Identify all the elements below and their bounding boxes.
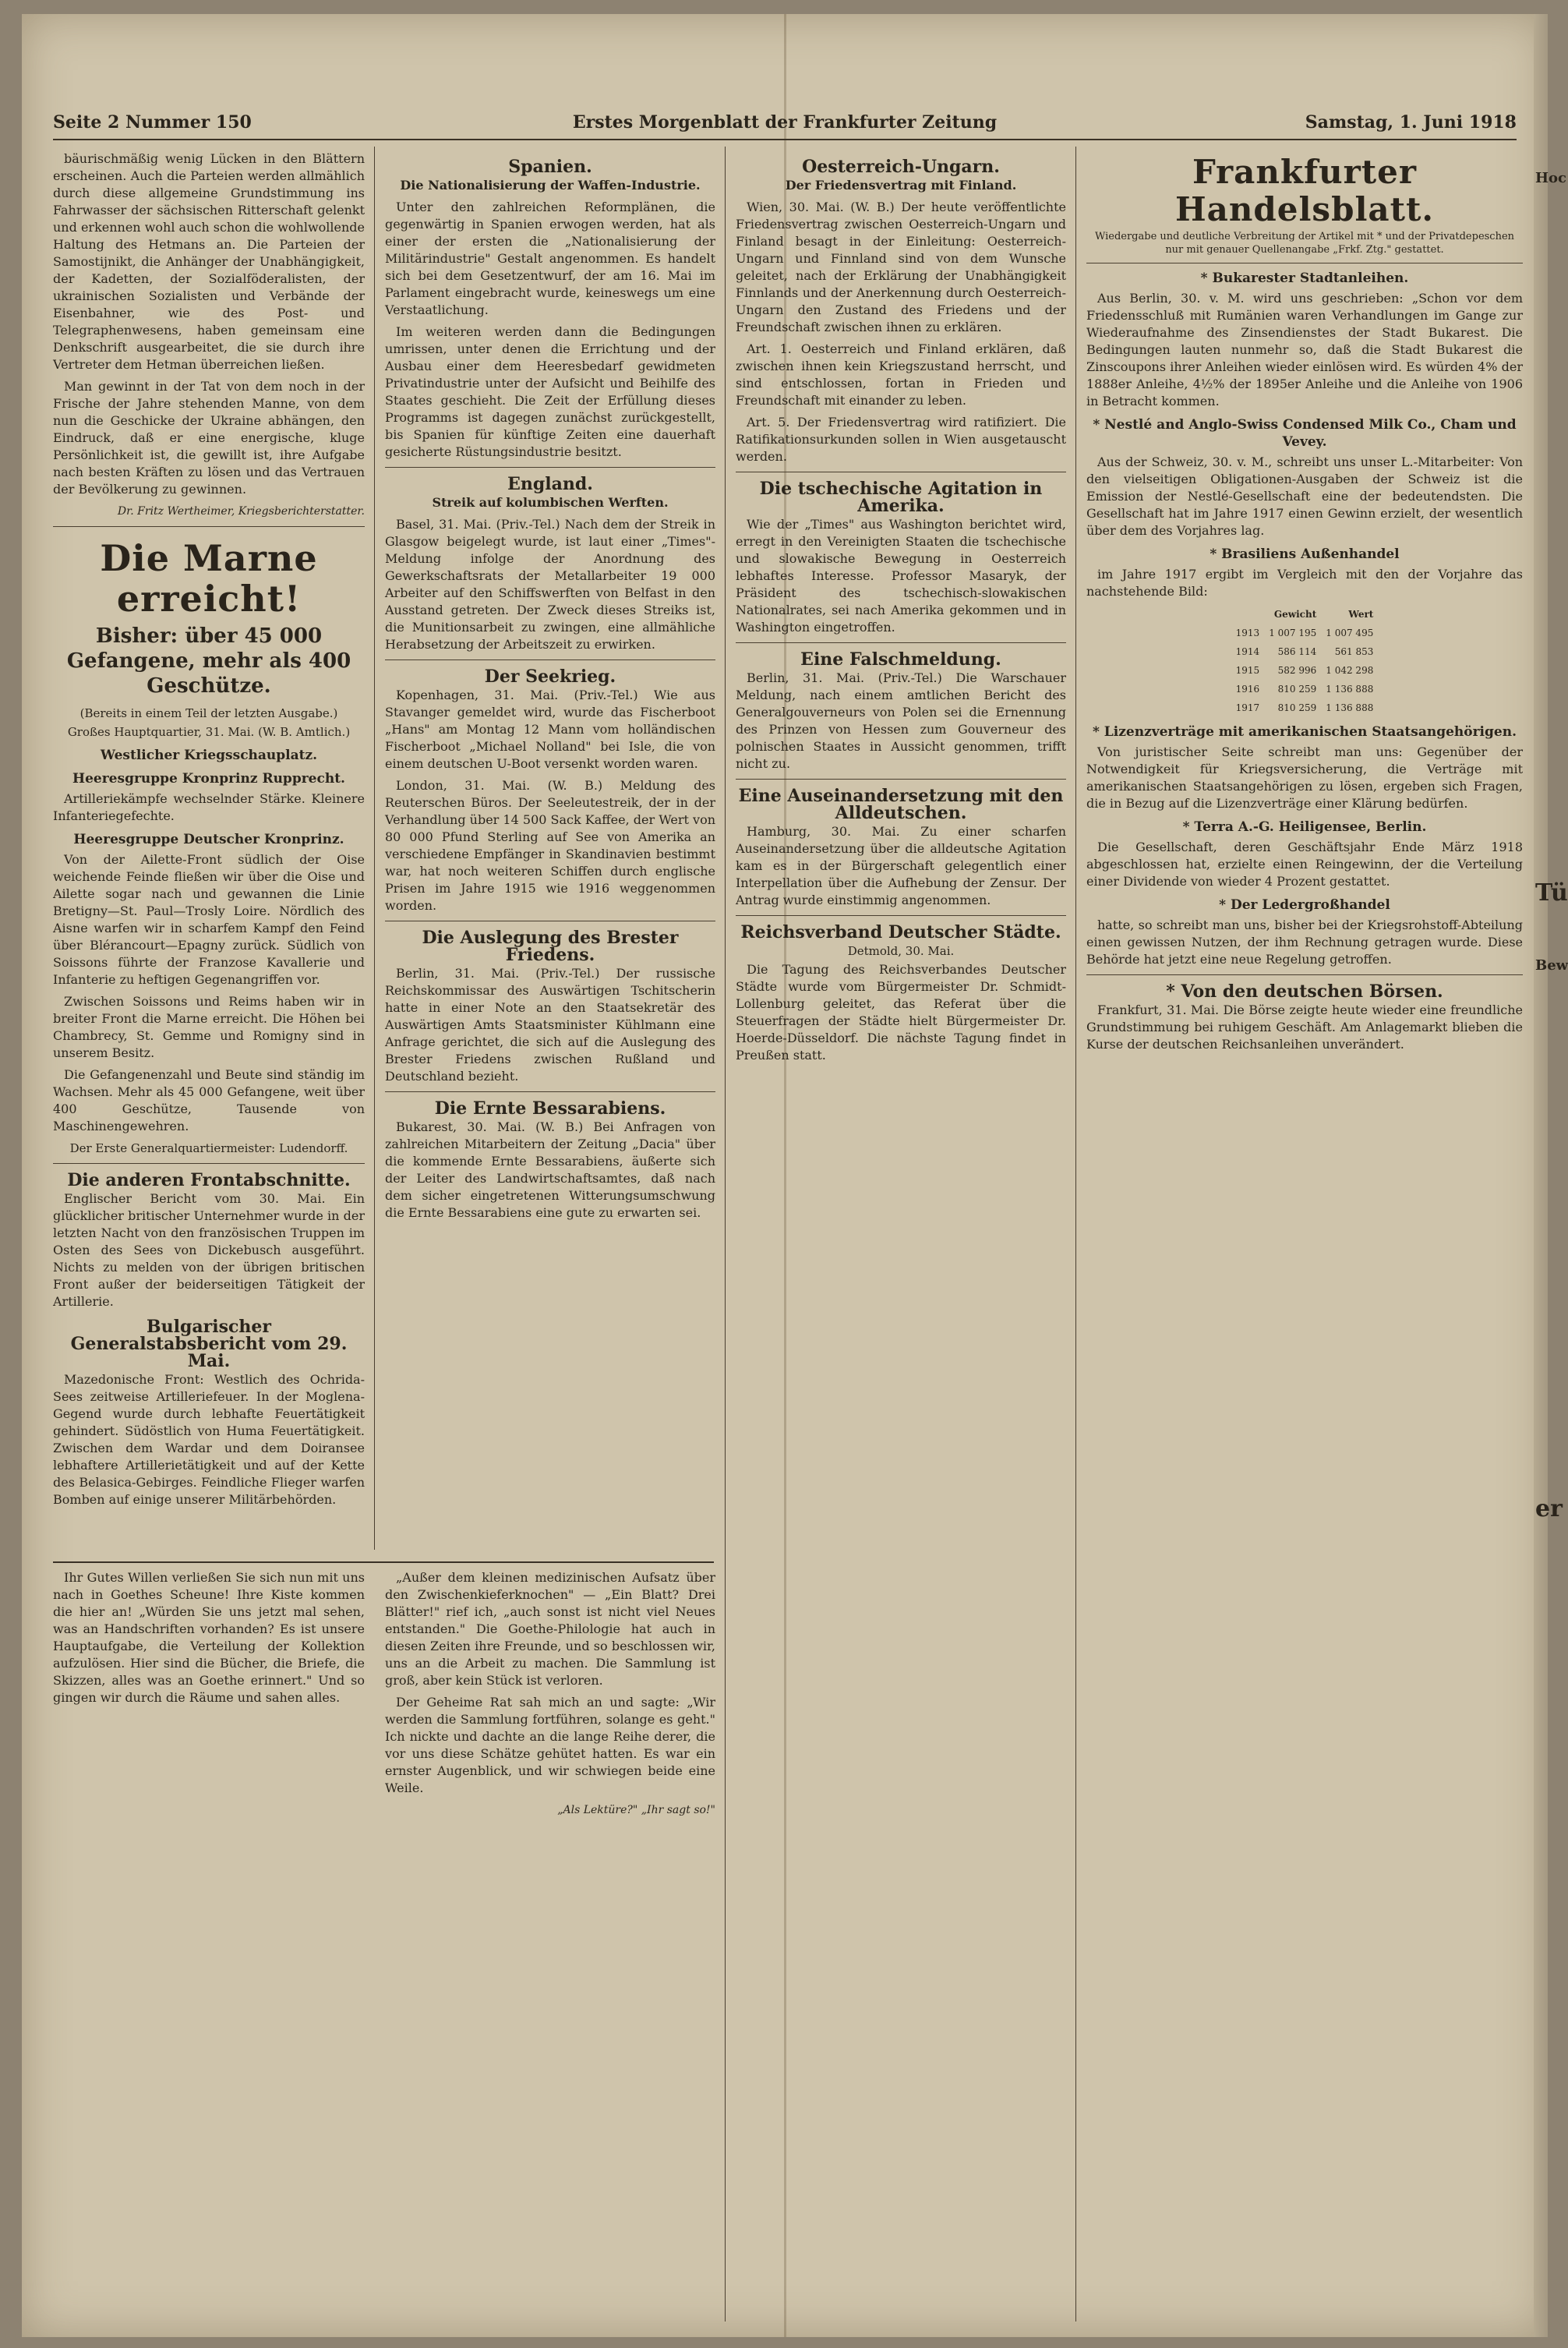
article-paragraph: Von juristischer Seite schreibt man uns: Gegenüber der Notwendigkeit für Kriegsversicherung, die Verträge mit amerikanischen Staatsangehörigen zu lösen, ergeben sich Fragen, die in Bezug auf die Lizenzverträge einer Klärung bedürfen. bbox=[1086, 744, 1523, 811]
article-paragraph: Basel, 31. Mai. (Priv.-Tel.) Nach dem der Streik in Glasgow beigelegt wurde, ist laut einer „Times"-Meldung infolge der Anordnung des Gewerkschaftsrats der Metallarbeiter 19 000 Arbeiter auf den Schiffswerften von Belfast in den Ausstand getreten. Der Zweck dieses Streiks ist, die Munitionsarbeit zu zwingen, eine allmähliche Herabsetzung der Arbeitszeit zu erwirken. bbox=[385, 517, 715, 652]
article-paragraph: Art. 5. Der Friedensvertrag wird ratifiziert. Die Ratifikationsurkunden sollen in Wien ausgetauscht werden. bbox=[736, 415, 1066, 464]
article-paragraph: Artilleriekämpfe wechselnder Stärke. Kleinere Infanteriegefechte. bbox=[53, 791, 365, 823]
divider bbox=[1086, 974, 1523, 975]
report-dateline: Großes Hauptquartier, 31. Mai. (W. B. Amtlich.) bbox=[67, 725, 351, 739]
article-paragraph: Die Gesellschaft, deren Geschäftsjahr Ende März 1918 abgeschlossen hat, erzielte einen Reingewinn, der die Verteilung einer Dividende von wieder 4 Prozent gestattet. bbox=[1086, 840, 1523, 889]
article-paragraph: Bukarest, 30. Mai. (W. B.) Bei Anfragen von zahlreichen Mitarbeitern der Zeitung „Dacia" über die kommende Ernte Bessarabiens, äußerte sich der Leiter des Landwirtschaftsamtes, daß nach dem sicher eingetretenen Witterungsumschwung die Ernte Bessarabiens eine gute zu erwarten sei. bbox=[385, 1119, 715, 1220]
article-paragraph: Kopenhagen, 31. Mai. (Priv.-Tel.) Wie aus Stavanger gemeldet wird, wurde das Fischerboot „Hans" am Montag 12 Mann vom holländischen Fischerboot „Michael Nolland" bei Isle, die von einem deutschen U-Boot versenkt worden waren. bbox=[385, 688, 715, 771]
section-heading: Die anderen Frontabschnitte. bbox=[67, 1170, 351, 1190]
table-cell: 810 259 bbox=[1277, 702, 1317, 713]
newspaper-name: Erstes Morgenblatt der Frankfurter Zeitung bbox=[572, 112, 998, 133]
article-paragraph: Wie der „Times" aus Washington berichtet wird, erregt in den Vereinigten Staaten die tschechische und slowakische Bewegung in Oesterreich lebhaftes Interesse. Professor Masaryk, der Präsident des tschechisch-slowakischen Nationalrates, sei nach Amerika gekommen und in Washington eingetroffen. bbox=[736, 517, 1066, 635]
table-header-row bbox=[1231, 605, 1379, 624]
column-4-handelsblatt bbox=[1086, 150, 1523, 2325]
report-signoff: Der Erste Generalquartiermeister: Ludendorff. bbox=[69, 1141, 348, 1155]
adjacent-page-fragment: Bew bbox=[1535, 957, 1568, 974]
article-paragraph: Berlin, 31. Mai. (Priv.-Tel.) Der russische Reichskommissar des Auswärtigen Tschitscherin hatte in einer Note an den Staatsekretär des Auswärtigen Amts Staatsminister Kühlmann eine Anfrage gerichtet, die sich auf die Auslegung des Brester Friedens zwischen Rußland und Deutschland bezieht. bbox=[385, 966, 715, 1084]
article-paragraph: Berlin, 31. Mai. (Priv.-Tel.) Die Warschauer Meldung, nach einem amtlichen Bericht des Generalgouverneurs von Polen sei die Ernennung des Prinzen von Hessen zum Gouverneur des polnischen Staates in Aussicht genommen, trifft nicht zu. bbox=[736, 670, 1066, 771]
column-3 bbox=[736, 150, 1066, 2325]
army-group-heading: Heeresgruppe Kronprinz Rupprecht. bbox=[72, 771, 345, 787]
article-paragraph: Von der Ailette-Front südlich der Oise weichende Feinde fließen wir über die Oise und Ailette sogar nach und gewannen die Linie Bretigny—St. Paul—Trosly Loire. Nördlich des Aisne warfen wir in scharfem Kampf den Feind über Blérancourt—Epagny zurück. Südlich von Soissons führte der Franzose Kavallerie und Infanterie zu heftigen Gegenangriffen vor. bbox=[53, 852, 365, 987]
table-cell: 1916 bbox=[1235, 684, 1260, 695]
issue-date: Samstag, 1. Juni 1918 bbox=[1305, 112, 1517, 133]
article-paragraph: Man gewinnt in der Tat von dem noch in der Frische der Jahre stehenden Manne, von dem nun die Geschicke der Ukraine abhängen, den Eindruck, daß er eine energische, kluge Persönlichkeit ist, die gewillt ist, ihre Aufgabe nach besten Kräften zu lösen und das Vertrauen der Bevölkerung zu gewinnen. bbox=[53, 379, 365, 497]
column-rule bbox=[374, 147, 375, 1550]
article-title: * Nestlé and Anglo-Swiss Condensed Milk Co., Cham und Vevey. bbox=[1093, 417, 1517, 450]
article-title: * Terra A.-G. Heiligensee, Berlin. bbox=[1182, 819, 1427, 835]
article-title: * Brasiliens Außenhandel bbox=[1210, 546, 1400, 562]
article-paragraph: London, 31. Mai. (W. B.) Meldung des Reuterschen Büros. Der Seeleutestreik, der in der Verhandlung über 14 500 Sack Kaffee, der Wert von 80 000 Pfund Sterling auf See von Amerika an verschiedene Empfänger in Skandinavien bestimmt war, hat noch weiteren Schiffen durch englische Prisen im Jahre 1915 wie 1916 weggenommen worden. bbox=[385, 778, 715, 913]
table-cell: 1917 bbox=[1235, 702, 1260, 713]
section-heading: England. bbox=[507, 474, 593, 494]
table-cell: 561 853 bbox=[1334, 646, 1374, 657]
table-header: Wert bbox=[1348, 609, 1374, 620]
table-row bbox=[1231, 680, 1379, 698]
article-title: * Lizenzverträge mit amerikanischen Staatsangehörigen. bbox=[1093, 724, 1517, 740]
article-paragraph: Frankfurt, 31. Mai. Die Börse zeigte heute wieder eine freundliche Grundstimmung bei ruhigem Geschäft. Am Anlagemarkt blieben die Kurse der deutschen Reichsanleihen unverändert. bbox=[1086, 1002, 1523, 1052]
article-paragraph: Hamburg, 30. Mai. Zu einer scharfen Auseinandersetzung über die alldeutsche Agitation kam es in der Bürgerschaft gelegentlich einer Interpellation über die Aufhebung der Zensur. Der Antrag wurde einstimmig angenommen. bbox=[736, 824, 1066, 907]
section-heading: Reichsverband Deutscher Städte. bbox=[740, 922, 1061, 942]
column-rule bbox=[725, 147, 726, 2321]
divider bbox=[385, 467, 715, 468]
table-row bbox=[1231, 698, 1379, 717]
article-title: * Der Ledergroßhandel bbox=[1219, 897, 1390, 913]
feuilleton-column-1 bbox=[53, 1569, 365, 2318]
table-cell: 1914 bbox=[1235, 646, 1260, 657]
article-paragraph: Art. 1. Oesterreich und Finland erklären, daß zwischen ihnen kein Kriegszustand herrscht, und sind entschlossen, fortan in Frieden und Freundschaft mit einander zu leben. bbox=[736, 341, 1066, 408]
trade-table bbox=[1231, 605, 1379, 717]
table-header: Gewicht bbox=[1273, 609, 1317, 620]
table-cell: 1915 bbox=[1235, 665, 1260, 676]
feuilleton-paragraph: Der Geheime Rat sah mich an und sagte: „Wir werden die Sammlung fortführen, solange es geht." Ich nickte und dachte an die lange Reihe derer, die vor uns diese Schätze gehütet hatten. Es war ein ernster Augenblick, und wir schwiegen beide eine Weile. bbox=[385, 1695, 715, 1795]
report-dateline: Detmold, 30. Mai. bbox=[847, 944, 955, 958]
section-heading: Eine Auseinandersetzung mit den Alldeutschen. bbox=[738, 786, 1064, 823]
table-cell: 1913 bbox=[1235, 628, 1260, 638]
section-heading: * Von den deutschen Börsen. bbox=[1166, 981, 1443, 1002]
adjacent-page-fragment: Hoc bbox=[1535, 170, 1566, 186]
feuilleton-signoff: „Als Lektüre?" „Ihr sagt so!" bbox=[557, 1804, 715, 1816]
article-paragraph: Die Gefangenenzahl und Beute sind ständig im Wachsen. Mehr als 45 000 Gefangene, weit über 400 Geschütze, Tausende von Maschinengewehren. bbox=[53, 1067, 365, 1133]
theater-heading: Westlicher Kriegsschauplatz. bbox=[100, 748, 318, 763]
article-paragraph: bäurischmäßig wenig Lücken in den Blättern erscheinen. Auch die Parteien werden allmählich durch diese allgemeine Grundstimmung ins Fahrwasser der sächsischen Ritterschaft gelenkt und erkennen wohl auch schon die wohlwollende Haltung des Hetmans an. Die Parteien der Samostijnikt, die Anhänger der Unabhängigkeit, der Kadetten, der Sozialföderalisten, der ukrainischen Sozialisten und Verbände der Eisenbahner, wie des Post- und Telegraphenwesens, haben gemeinsam eine Denkschrift ausgearbeitet, die sie durch ihre Vertreter dem Hetman überreichen ließen. bbox=[53, 151, 365, 372]
article-paragraph: Mazedonische Front: Westlich des Ochrida-Sees zeitweise Artilleriefeuer. In der Moglena-Gegend wurde durch lebhafte Feuertätigkeit gehindert. Südöstlich von Huma Feuertätigkeit. Zwischen dem Wardar und dem Doiransee lebhaftere Artillerietätigkeit und auf der Kette des Belasica-Gebirges. Feindliche Flieger warfen Bomben auf einige unserer Militärbehörden. bbox=[53, 1372, 365, 1507]
newspaper-page bbox=[22, 14, 1568, 2337]
main-headline: Die Marne erreicht! bbox=[100, 537, 318, 620]
table-cell: 1 007 495 bbox=[1326, 628, 1374, 638]
article-paragraph: Zwischen Soissons und Reims haben wir in breiter Front die Marne erreicht. Die Höhen bei Chambrecy, St. Gemme und Romigny sind in unserem Besitz. bbox=[53, 994, 365, 1060]
feuilleton-rule bbox=[53, 1561, 714, 1563]
divider bbox=[736, 915, 1066, 916]
section-heading: Die Auslegung des Brester Friedens. bbox=[422, 928, 679, 965]
page-number: Seite 2 Nummer 150 bbox=[53, 112, 252, 133]
adjacent-page-fragment: er bbox=[1535, 1495, 1563, 1522]
section-subheading: Streik auf kolumbischen Werften. bbox=[432, 495, 669, 510]
headline-note: (Bereits in einem Teil der letzten Ausgabe.) bbox=[79, 706, 338, 720]
main-subheadline: Bisher: über 45 000 Gefangene, mehr als 400 Geschütze. bbox=[66, 624, 351, 698]
article-paragraph: Wien, 30. Mai. (W. B.) Der heute veröffentlichte Friedensvertrag zwischen Oesterreich-Ungarn und Finland besagt in der Einleitung: Oesterreich-Ungarn und Finnland sind von dem Wunsche geleitet, nach der Erklärung der Unabhängigkeit Finnlands und der Anerkennung durch Oesterreich-Ungarn den Zustand des Friedens und der Freundschaft zwischen ihnen zu erklären. bbox=[736, 200, 1066, 334]
feuilleton-column-2 bbox=[385, 1569, 715, 2318]
column-rule bbox=[1075, 147, 1076, 2321]
section-subheading: Die Nationalisierung der Waffen-Industrie. bbox=[400, 178, 701, 193]
section-heading: Oesterreich-Ungarn. bbox=[802, 157, 1000, 177]
section-heading: Die Ernte Bessarabiens. bbox=[434, 1098, 666, 1119]
table-row bbox=[1231, 624, 1379, 642]
section-heading: Die tschechische Agitation in Amerika. bbox=[759, 479, 1043, 516]
article-paragraph: Die Tagung des Reichsverbandes Deutscher Städte wurde vom Bürgermeister Dr. Schmidt-Lollenburg geleitet, das Referat über die Steuerfragen der Städte hielt Bürgermeister Dr. Hoerde-Düsseldorf. Die nächste Tagung findet in Preußen statt. bbox=[736, 962, 1066, 1063]
table-cell: 1 136 888 bbox=[1326, 684, 1374, 695]
section-subheading: Der Friedensvertrag mit Finland. bbox=[785, 178, 1017, 193]
adjacent-page-edge bbox=[1534, 14, 1548, 2337]
article-paragraph: hatte, so schreibt man uns, bisher bei der Kriegsrohstoff-Abteilung einen gewissen Nutzen, der ihm Rechnung getragen wurde. Diese Behörde hat jetzt eine neue Regelung getroffen. bbox=[1086, 918, 1523, 967]
divider bbox=[385, 1091, 715, 1092]
article-signature: Dr. Fritz Wertheimer, Kriegsberichterstatter. bbox=[117, 505, 365, 518]
adjacent-page-fragment: Tü bbox=[1535, 879, 1568, 907]
column-1 bbox=[53, 150, 365, 1550]
article-paragraph: Aus Berlin, 30. v. M. wird uns geschrieben: „Schon vor dem Friedensschluß mit Rumänien waren Verhandlungen im Gange zur Wiederaufnahme des Zinsendienstes der Stadt Bukarest. Die Bedingungen lauten nunmehr so, daß die Stadt Bukarest die Zinscoupons ihrer Anleihen wieder einlösen wird. Es würden 4% der 1888er Anleihe, 4½% der 1895er Anleihe und die Anleihe von 1906 in Betracht kommen. bbox=[1086, 291, 1523, 408]
article-paragraph: im Jahre 1917 ergibt im Vergleich mit den der Vorjahre das nachstehende Bild: bbox=[1086, 567, 1523, 599]
table-cell: 810 259 bbox=[1277, 684, 1317, 695]
table-header bbox=[1231, 605, 1265, 624]
divider bbox=[53, 1163, 365, 1164]
table-cell: 582 996 bbox=[1277, 665, 1317, 676]
divider bbox=[736, 642, 1066, 643]
table-cell: 1 007 195 bbox=[1269, 628, 1317, 638]
section-heading: Bulgarischer Generalstabsbericht vom 29. Mai. bbox=[70, 1317, 348, 1371]
section-heading: Spanien. bbox=[508, 157, 592, 177]
section-heading: Der Seekrieg. bbox=[484, 667, 616, 687]
feuilleton-paragraph: Ihr Gutes Willen verließen Sie sich nun mit uns nach in Goethes Scheune! Ihre Kiste kommen die hier an! „Würden Sie uns jetzt mal sehen, was an Handschriften vorhanden? Es ist unsere Hauptaufgabe, die Verteilung der Kollektion aufzulösen. Hier sind die Bücher, die Briefe, die Skizzen, alles was an Goethe erinnert." Und so gingen wir durch die Räume und sahen alles. bbox=[53, 1570, 365, 1705]
article-paragraph: Unter den zahlreichen Reformplänen, die gegenwärtig in Spanien erwogen werden, hat als einer der ersten die „Nationalisierung der Militärindustrie" Gestalt angenommen. Es handelt sich bei dem Gesetzentwurf, der am 16. Mai im Parlament eingebracht wurde, keineswegs um eine Verstaatlichung. bbox=[385, 200, 715, 317]
column-2 bbox=[385, 150, 715, 1550]
table-row bbox=[1231, 642, 1379, 661]
table-cell: 1 136 888 bbox=[1326, 702, 1374, 713]
divider bbox=[53, 526, 365, 527]
article-title: * Bukarester Stadtanleihen. bbox=[1200, 271, 1409, 286]
divider bbox=[736, 779, 1066, 780]
army-group-heading: Heeresgruppe Deutscher Kronprinz. bbox=[73, 832, 344, 847]
masthead-note: Wiedergabe und deutliche Verbreitung der Artikel mit * und der Privatdepeschen nur mit genauer Quellenangabe „Frkf. Ztg." gestattet. bbox=[1094, 231, 1515, 256]
article-paragraph: Im weiteren werden dann die Bedingungen umrissen, unter denen die Errichtung und der Ausbau einer dem Heeresbedarf gewidmeten Privatindustrie unter der Aufsicht und Beihilfe des Staates geschieht. Die Zeit der Erfüllung dieses Programms ist dagegen zunächst zurückgestellt, bis Spanien für künftige Zeiten eine dauerhaft gesicherte Rüstungsindustrie besitzt. bbox=[385, 324, 715, 459]
divider bbox=[385, 659, 715, 660]
page-header bbox=[53, 108, 1517, 140]
section-heading: Eine Falschmeldung. bbox=[800, 649, 1001, 670]
table-row bbox=[1231, 661, 1379, 680]
article-paragraph: Aus der Schweiz, 30. v. M., schreibt uns unser L.-Mitarbeiter: Von den vielseitigen Obligationen-Ausgaben der Schweiz ist die Emission der Nestlé-Gesellschaft eine der bedeutendsten. Die Gesellschaft hat im Jahre 1917 einen Gewinn erzielt, der wesentlich über dem des Vorjahres lag. bbox=[1086, 454, 1523, 538]
table-cell: 586 114 bbox=[1277, 646, 1317, 657]
handelsblatt-masthead: Frankfurter Handelsblatt. bbox=[1174, 153, 1435, 228]
table-cell: 1 042 298 bbox=[1326, 665, 1374, 676]
article-paragraph: Englischer Bericht vom 30. Mai. Ein glücklicher britischer Unternehmer wurde in der letzten Nacht von den französischen Truppen im Osten des Sees von Dickebusch ausgeführt. Nichts zu melden von der übrigen britischen Front außer der beiderseitigen Tätigkeit der Artillerie. bbox=[53, 1191, 365, 1309]
feuilleton-paragraph: „Außer dem kleinen medizinischen Aufsatz über den Zwischenkieferknochen" — „Ein Blatt? Drei Blätter!" rief ich, „auch sonst ist nicht viel Neues entstanden." Die Goethe-Philologie hat auch in diesen Zeiten ihre Freunde, und so beschlossen wir, uns an die Arbeit zu machen. Die Sammlung ist groß, aber kein Stück ist verloren. bbox=[385, 1570, 715, 1688]
